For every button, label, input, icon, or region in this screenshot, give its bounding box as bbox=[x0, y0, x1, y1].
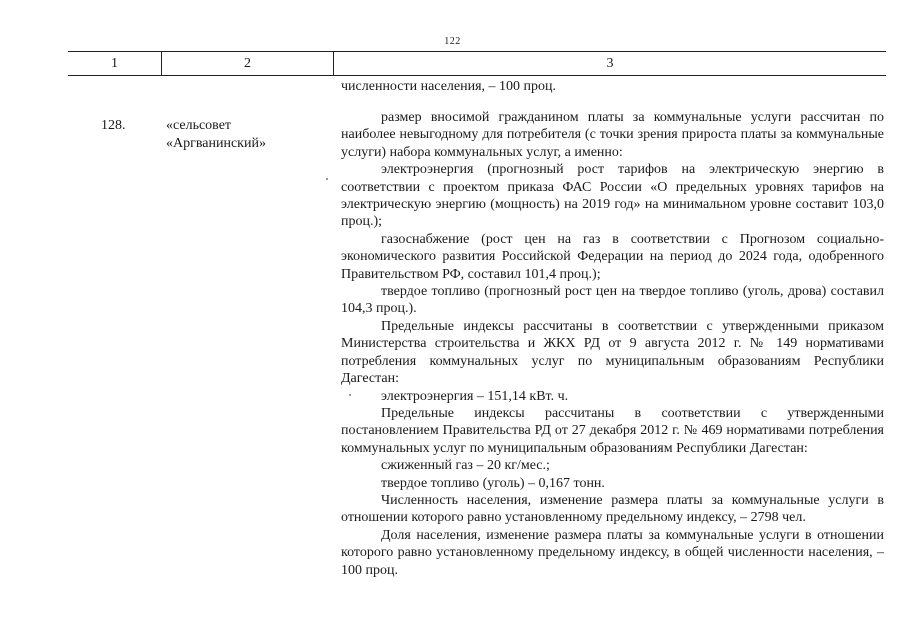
paragraph: электроэнергия (прогнозный рост тарифов на электрическую энергию в соответствии с проектом приказа ФАС России «О предельных уровнях тарифов на электрическую энергию (мощность) на 2019 год» на минимальном уровне составит 103,0 проц.); bbox=[341, 162, 884, 230]
municipality-name: «сельсовет «Аргванинский» bbox=[166, 118, 266, 151]
page-number: 122 bbox=[444, 36, 461, 47]
column-header-1: 1 bbox=[68, 52, 162, 76]
paragraph: Численность населения, изменение размера платы за коммунальные услуги в отношении которого равно установленному предельному индексу, – 2798 чел. bbox=[341, 492, 884, 526]
paragraph: Предельные индексы рассчитаны в соответствии с утвержденными приказом Министерства строительства и ЖКХ РД от 9 августа 2012 г. № 149 нормативами потребления коммунальных услуг по муниципальным образованиям Республики Дагестан: bbox=[341, 318, 884, 387]
scan-dot-mark bbox=[326, 178, 328, 180]
column-header-row bbox=[68, 52, 886, 76]
paragraph: твердое топливо (прогнозный рост цен на твердое топливо (уголь, дрова) составил 104,3 проц.). bbox=[341, 284, 884, 317]
paragraph: размер вносимой гражданином платы за коммунальные услуги рассчитан по наиболее невыгодному для потребителя (с точки зрения прироста платы за коммунальные услуги) набора коммунальных услуг, а именно: bbox=[341, 110, 884, 160]
paragraph: Предельные индексы рассчитаны в соответствии с утвержденными постановлением Правительства РД от 27 декабря 2012 г. № 469 нормативами потребления коммунальных услуг по муниципальным образованиям Республики Дагестан: bbox=[341, 405, 884, 456]
paragraph: газоснабжение (рост цен на газ в соответствии с Прогнозом социально-экономического развития Российской Федерации на период до 2024 года, одобренного Правительством РФ, составил 101,4 проц.); bbox=[341, 231, 884, 282]
column-header-table bbox=[68, 51, 886, 76]
row-number: 128. bbox=[101, 118, 126, 133]
paragraph: твердое топливо (уголь) – 0,167 тонн. bbox=[381, 475, 605, 491]
continuation-text: численности населения, – 100 проц. bbox=[341, 79, 557, 94]
column-header-3: 3 bbox=[334, 52, 887, 76]
paragraph: сжиженный газ – 20 кг/мес.; bbox=[381, 458, 550, 474]
paragraph: Доля населения, изменение размера платы за коммунальные услуги в отношении которого равно установленному предельному индексу, в общей численности населения, – 100 проц. bbox=[341, 527, 884, 578]
column-header-2: 2 bbox=[162, 52, 334, 76]
row-description bbox=[341, 109, 884, 579]
paragraph: электроэнергия – 151,14 кВт. ч. bbox=[381, 388, 569, 404]
scan-dot-mark bbox=[349, 394, 351, 396]
